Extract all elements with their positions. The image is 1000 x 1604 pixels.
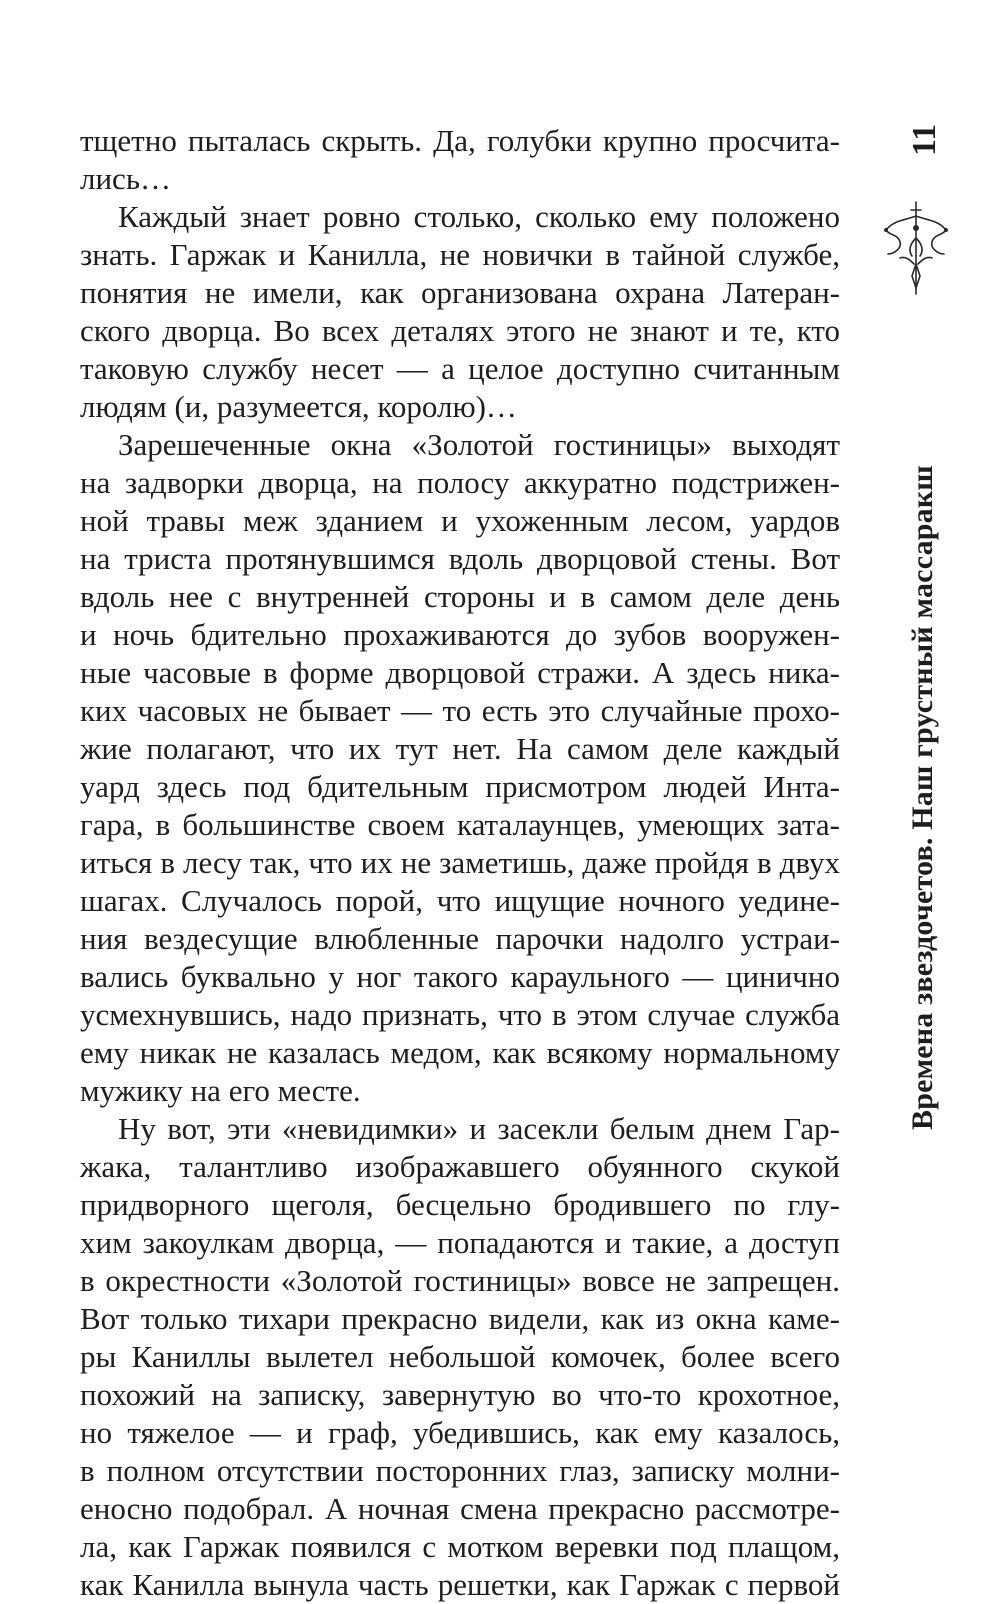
text-line: людям (и, разумеется, королю)… — [80, 389, 517, 424]
text-line: жака, талантливо изображавшего обуянного скукой — [80, 1149, 840, 1184]
text-line: вдоль нее с внутренней стороны и в самом деле день — [80, 579, 840, 614]
text-line: мужику на его месте. — [80, 1073, 361, 1108]
text-line: гара, в большинстве своем каталаунцев, умеющих зата- — [80, 807, 840, 842]
text-line: ского дворца. Во всех деталях этого не знают и те, кто — [80, 313, 840, 348]
text-line: иться в лесу так, что их не заметишь, даже пройдя в двух — [80, 845, 840, 880]
text-line: похожий на записку, завернутую во что-то крохотное, — [80, 1377, 840, 1412]
text-line: знать. Гаржак и Канилла, не новички в тайной службе, — [80, 237, 840, 272]
text-line: в окрестности «Золотой гостиницы» вовсе не запрещен. — [80, 1263, 840, 1298]
text-line: ной травы меж зданием и ухоженным лесом, уардов — [80, 503, 840, 538]
text-line: на триста протянувшимся вдоль дворцовой стены. Вот — [80, 541, 840, 576]
sword-ornament-icon — [880, 198, 952, 298]
text-line: ния вездесущие влюбленные парочки надолго устраи- — [80, 921, 840, 956]
text-line: Ну вот, эти «невидимки» и засекли белым днем Гар- — [118, 1111, 840, 1146]
text-line: хим закоулкам дворца, — попадаются и такие, а доступ — [80, 1225, 840, 1260]
text-line: в полном отсутствии посторонних глаз, записку молни- — [80, 1453, 840, 1488]
text-line: ры Каниллы вылетел небольшой комочек, более всего — [80, 1339, 840, 1374]
text-line: шагах. Случалось порой, что ищущие ночного уедине- — [80, 883, 840, 918]
text-line: усмехнувшись, надо признать, что в этом случае служба — [80, 997, 840, 1032]
text-line: придворного щеголя, бесцельно бродившего по глу- — [80, 1187, 840, 1222]
running-head-text: Времена звездочетов. Наш грустный массаракш — [906, 465, 939, 1130]
text-line: понятия не имели, как организована охрана Латеран- — [80, 275, 840, 310]
text-line: как Канилла вынула часть решетки, как Гаржак с первой — [80, 1567, 840, 1602]
text-line: таковую службу несет — а целое доступно считанным — [80, 351, 840, 386]
text-line: ких часовых не бывает — то есть это случайные прохо- — [80, 693, 840, 728]
text-line: жие полагают, что их тут нет. На самом деле каждый — [80, 731, 840, 766]
body-text — [80, 122, 840, 1604]
text-line: уард здесь под бдительным присмотром людей Интa- — [80, 769, 840, 804]
page-number-text: 11 — [906, 123, 943, 156]
text-line: но тяжелое — и граф, убедившись, как ему казалось, — [80, 1415, 840, 1450]
text-line: вались буквально у ног такого караульного — цинично — [80, 959, 840, 994]
text-line: тщетно пыталась скрыть. Да, голубки крупно просчита- — [80, 123, 840, 158]
text-line: Зарешеченные окна «Золотой гостиницы» выходят — [118, 427, 840, 462]
text-line: ные часовые в форме дворцовой стражи. А здесь ника- — [80, 655, 840, 690]
text-line: Вот только тихари прекрасно видели, как из окна каме- — [80, 1301, 840, 1336]
text-line: еносно подобрал. А ночная смена прекрасно рассмотре- — [80, 1491, 840, 1526]
text-line: ему никак не казалась медом, как всякому нормальному — [80, 1035, 840, 1070]
text-line: ла, как Гаржак появился с мотком веревки под плащом, — [80, 1529, 840, 1564]
text-line: Каждый знает ровно столько, сколько ему положено — [118, 199, 840, 234]
text-line: лись… — [80, 161, 171, 196]
text-line: на задворки дворца, на полосу аккуратно подстрижен- — [80, 465, 840, 500]
text-line: и ночь бдительно прохаживаются до зубов вооружен- — [80, 617, 840, 652]
